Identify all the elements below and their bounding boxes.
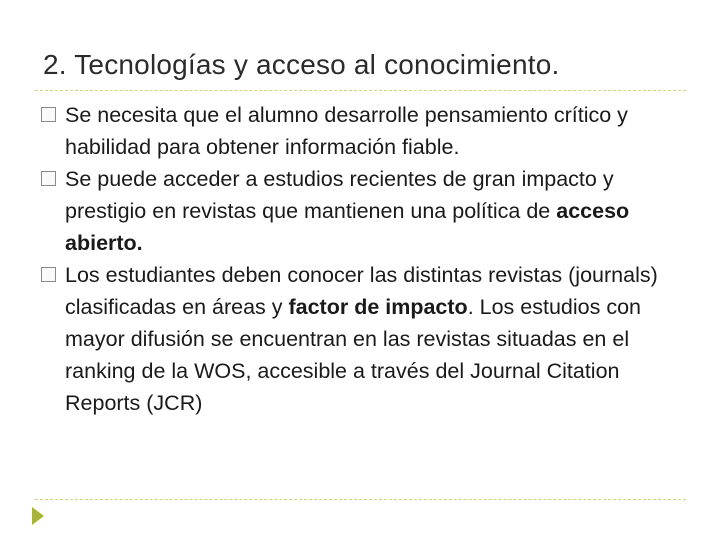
bullet-list bbox=[41, 99, 691, 419]
bullet-item bbox=[41, 163, 691, 259]
bullet-emphasis: acceso abierto. bbox=[65, 199, 630, 255]
triangle-right-icon[interactable] bbox=[32, 507, 44, 525]
bullet-emphasis: factor de impacto bbox=[288, 295, 468, 319]
square-bullet-icon bbox=[41, 107, 56, 122]
title-divider bbox=[35, 90, 686, 91]
bullet-text: Los estudiantes deben conocer las distintas revistas (journals) clasificadas en áreas y bbox=[65, 263, 658, 319]
slide-title: 2. Tecnologías y acceso al conocimiento. bbox=[43, 49, 560, 80]
bullet-text: Se puede acceder a estudios recientes de gran impacto y prestigio en revistas que mantienen una política de bbox=[65, 167, 614, 223]
bullet-text: Se necesita que el alumno desarrolle pensamiento crítico y habilidad para obtener información fiable. bbox=[65, 103, 628, 159]
bullet-item bbox=[41, 259, 691, 419]
bullet-item bbox=[41, 99, 691, 163]
square-bullet-icon bbox=[41, 171, 56, 186]
square-bullet-icon bbox=[41, 267, 56, 282]
footer-divider bbox=[35, 499, 686, 500]
bullet-text-tail: . Los estudios con mayor difusión se encuentran en las revistas situadas en el ranking de la WOS, accesible a través del Journal Citation Reports (JCR) bbox=[65, 295, 641, 415]
